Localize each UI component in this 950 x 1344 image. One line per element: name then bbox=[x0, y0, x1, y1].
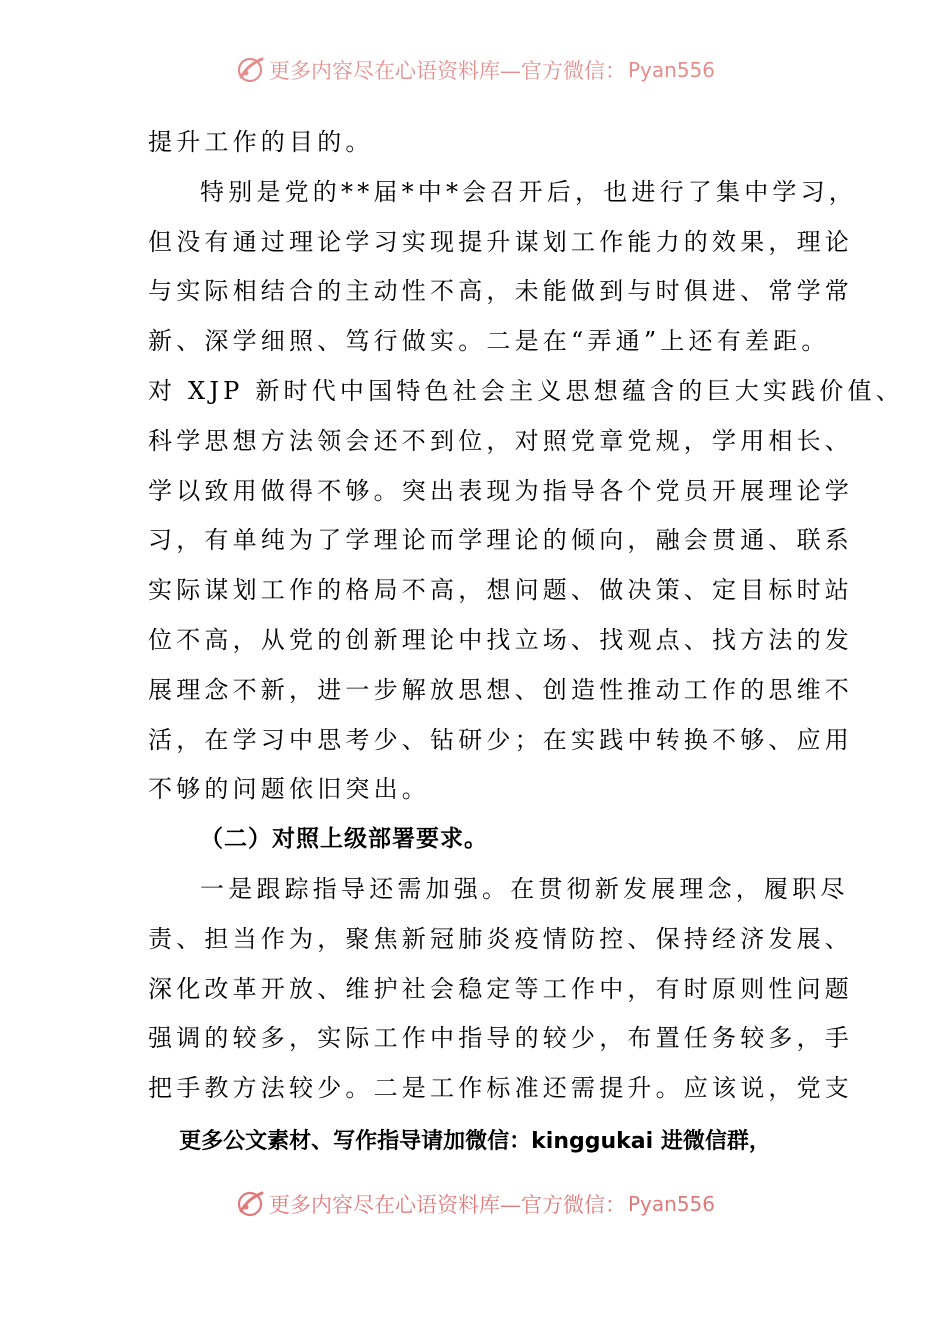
watermark-bottom bbox=[0, 1184, 950, 1224]
text-line: 一是跟踪指导还需加强。在贯彻新发展理念，履职尽 bbox=[200, 874, 849, 903]
text-line: 但没有通过理论学习实现提升谋划工作能力的效果，理论 bbox=[148, 227, 853, 256]
text-line: 深化改革开放、维护社会稳定等工作中，有时原则性问题 bbox=[148, 974, 853, 1003]
watermark-text: 更多内容尽在心语资料库—官方微信： bbox=[268, 59, 626, 83]
brush-logo-icon bbox=[235, 55, 265, 85]
document-body bbox=[148, 118, 904, 1114]
section-heading: （二）对照上级部署要求。 bbox=[200, 826, 488, 853]
text-line: 不够的问题依旧突出。 bbox=[148, 775, 430, 804]
text-line: 位不高，从党的创新理论中找立场、找观点、找方法的发 bbox=[148, 625, 853, 654]
text-line: 新、深学细照、笃行做实。二是在“弄通”上还有差距。 bbox=[148, 327, 830, 356]
text-line: 学以致用做得不够。突出表现为指导各个党员开展理论学 bbox=[148, 476, 853, 505]
text-line: 强调的较多，实际工作中指导的较少，布置任务较多，手 bbox=[148, 1024, 853, 1053]
text-line: 实际谋划工作的格局不高，想问题、做决策、定目标时站 bbox=[148, 576, 853, 605]
brush-logo-icon bbox=[235, 1189, 265, 1219]
text-line: 活，在学习中思考少、钻研少；在实践中转换不够、应用 bbox=[148, 725, 853, 754]
text-line: 习，有单纯为了学理论而学理论的倾向，融会贯通、联系 bbox=[148, 526, 853, 555]
text-line: 特别是党的**届*中*会召开后，也进行了集中学习， bbox=[200, 177, 857, 206]
text-line: 提升工作的目的。 bbox=[148, 128, 374, 156]
text-line: 展理念不新，进一步解放思想、创造性推动工作的思维不 bbox=[148, 675, 853, 704]
text-line: 把手教方法较少。二是工作标准还需提升。应该说，党支 bbox=[148, 1074, 853, 1103]
footer-note: 更多公文素材、写作指导请加微信：kinggukai 进微信群， bbox=[179, 1129, 771, 1154]
text-line: 责、担当作为，聚焦新冠肺炎疫情防控、保持经济发展、 bbox=[148, 924, 853, 953]
text-line: 科学思想方法领会还不到位，对照党章党规，学用相长、 bbox=[148, 426, 853, 455]
watermark-id: Pyan556 bbox=[627, 58, 715, 82]
watermark-id: Pyan556 bbox=[627, 1192, 715, 1216]
text-line: 与实际相结合的主动性不高，未能做到与时俱进、常学常 bbox=[148, 277, 853, 306]
watermark-text: 更多内容尽在心语资料库—官方微信： bbox=[268, 1193, 626, 1217]
watermark-top bbox=[0, 50, 950, 90]
text-line: 对 XJP 新时代中国特色社会主义思想蕴含的巨大实践价值、 bbox=[148, 376, 904, 405]
